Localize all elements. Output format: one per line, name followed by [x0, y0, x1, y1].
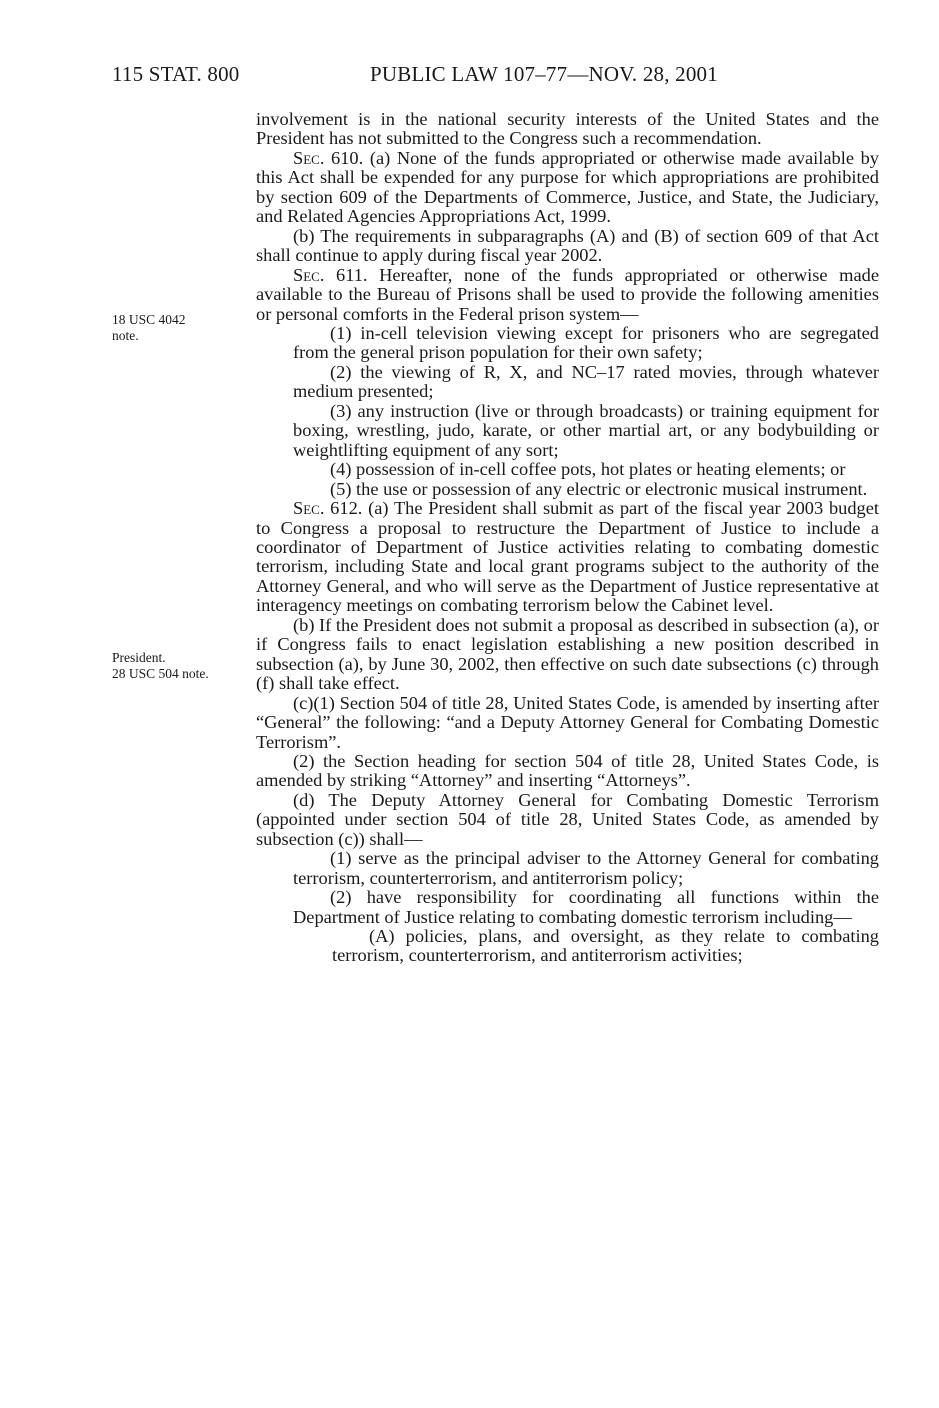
section-612-d-2: (2) have responsibility for coordinating all functions within the Department of Justice relating to combating domestic terrorism including— [293, 887, 879, 927]
section-611-item-1: (1) in-cell television viewing except for prisoners who are segregated from the general prison population for their own safety; [293, 322, 879, 363]
body-text [256, 110, 879, 966]
margin-note-label: President. [112, 650, 166, 665]
section-label: Sec. 612. [293, 498, 363, 519]
statute-page-number: 115 STAT. 800 [112, 62, 240, 86]
margin-note-sec-612 [112, 650, 242, 682]
section-612-d-1: (1) serve as the principal adviser to the Attorney General for combating terrorism, counterterrorism, and antiterrorism policy; [293, 848, 879, 888]
margin-note-suffix: note. [112, 328, 139, 343]
section-611-item-4: (4) possession of in-cell coffee pots, hot plates or heating elements; or [330, 459, 846, 480]
section-label: Sec. 611. [293, 264, 368, 285]
section-612-d: (d) The Deputy Attorney General for Combating Domestic Terrorism (appointed under section 504 of title 28, United States Code, as amended by subsection (c)) shall— [256, 789, 879, 849]
paragraph-text: (a) None of the funds appropriated or otherwise made available by this Act shall be expended for any purpose for which appropriations are prohibited by section 609 of the Departments of Commerce, Justice, and State, the Judiciary, and Related Agencies Appropriations Act, 1999. [256, 147, 879, 227]
section-610-b: (b) The requirements in subparagraphs (A) and (B) of section 609 of that Act shall continue to apply during fiscal year 2002. [256, 225, 879, 266]
margin-note-citation: 18 USC 4042 [112, 312, 186, 327]
paragraph-text: (a) The President shall submit as part of the fiscal year 2003 budget to Congress a proposal to restructure the Department of Justice to include a coordinator of Department of Justice activities relating to combating domestic terrorism, including State and local grant programs subject to the authority of the Attorney General, and who will serve as the Department of Justice representative at interagency meetings on combating terrorism below the Cabinet level. [256, 498, 879, 616]
section-612-c-2: (2) the Section heading for section 504 of title 28, United States Code, is amended by striking “Attorney” and inserting “Attorneys”. [256, 750, 879, 791]
running-title: PUBLIC LAW 107–77—NOV. 28, 2001 [370, 62, 718, 86]
paragraph-continuation: involvement is in the national security interests of the United States and the President has not submitted to the Congress such a recommendation. [256, 109, 879, 149]
section-612-a [256, 499, 879, 616]
section-611-item-3: (3) any instruction (live or through broadcasts) or training equipment for boxing, wrestling, judo, karate, or other martial art, or any bodybuilding or weightlifting equipment of any sort; [293, 400, 879, 460]
margin-note-citation: 28 USC 504 note. [112, 666, 209, 681]
section-611 [256, 266, 879, 324]
paragraph-text: Hereafter, none of the funds appropriated or otherwise made available to the Bureau of Prisons shall be used to provide the following amenities or personal comforts in the Federal prison system— [256, 264, 879, 324]
section-611-item-2: (2) the viewing of R, X, and NC–17 rated movies, through whatever medium presented; [293, 361, 879, 402]
section-611-item-5: (5) the use or possession of any electric or electronic musical instrument. [330, 478, 868, 499]
section-612-c-1: (c)(1) Section 504 of title 28, United States Code, is amended by inserting after “General” the following: “and a Deputy Attorney General for Combating Domestic Terrorism”. [256, 692, 879, 752]
section-610-a [256, 149, 879, 227]
margin-note-sec-611 [112, 312, 242, 344]
section-612-b: (b) If the President does not submit a proposal as described in subsection (a), or if Congress fails to enact legislation establishing a new position described in subsection (a), by June 30, 2002, then effective on such date subsections (c) through (f) shall take effect. [256, 614, 879, 694]
page-header [112, 62, 882, 92]
section-612-d-2-A: (A) policies, plans, and oversight, as they relate to combating terrorism, counterterrorism, and antiterrorism activities; [332, 926, 879, 966]
section-label: Sec. 610. [293, 147, 364, 168]
